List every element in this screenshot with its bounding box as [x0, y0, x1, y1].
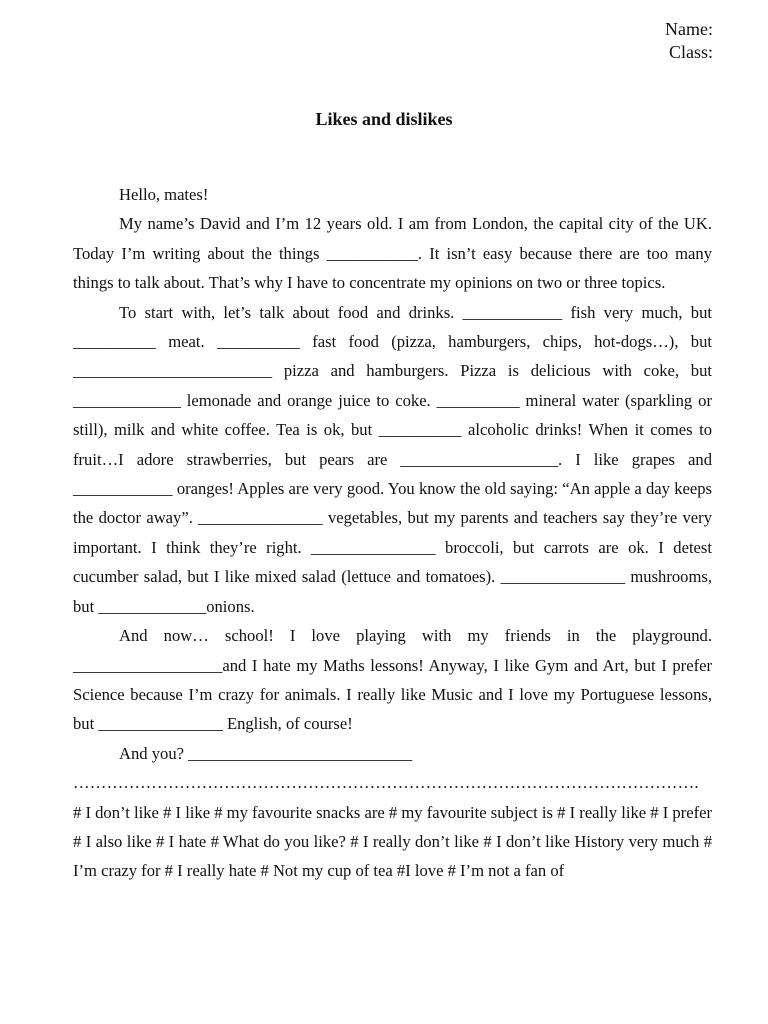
and-you-paragraph: And you? ___________________________ [119, 743, 413, 763]
school-paragraph: And now… school! I love playing with my friends in the playground. __________________and I hate my Maths lessons! Anyway, I like Gym and Art, but I prefer Science because I’m crazy for animals. I really like Music and I love my Portuguese lessons, but _______________ English, of course! [73, 626, 712, 734]
intro-paragraph: My name’s David and I’m 12 years old. I am from London, the capital city of the UK. Today I’m writing about the things ___________. It isn’t easy because there are too many things to talk about. That’s why I have to concentrate my opinions on two or three topics. [73, 214, 712, 293]
word-bank: # I don’t like # I like # my favourite snacks are # my favourite subject is # I really like # I prefer # I also like # I hate # What do you like? # I really don’t like # I don’t like History very much # I’m crazy for # I really hate # Not my cup of tea #I love # I’m not a fan of [73, 802, 712, 881]
student-info [665, 18, 713, 64]
food-paragraph: To start with, let’s talk about food and drinks. ____________ fish very much, but __________ meat. __________ fast food (pizza, hamburgers, chips, hot-dogs…), but ________________________ pizza and hamburgers. Pizza is delicious with coke, but _____________ lemonade and orange juice to coke. __________ mineral water (sparkling or still), milk and white coffee. Tea is ok, but __________ alcoholic drinks! When it comes to fruit…I adore strawberries, but pears are ___________________. I like grapes and ____________ oranges! Apples are very good. You know the old saying: “An apple a day keeps the doctor away”. _______________ vegetables, but my parents and teachers say they’re very important. I think they’re right. _______________ broccoli, but carrots are ok. I detest cucumber salad, but I like mixed salad (lettuce and tomatoes). _______________ mushrooms, but _____________onions. [73, 302, 712, 616]
worksheet-body [73, 180, 712, 886]
worksheet-title: Likes and dislikes [315, 109, 453, 129]
greeting-paragraph: Hello, mates! [119, 185, 209, 204]
class-label: Class: [668, 42, 713, 62]
name-label: Name: [665, 19, 713, 39]
dotted-separator: …………………………………………………………………………………………………. [73, 773, 699, 793]
